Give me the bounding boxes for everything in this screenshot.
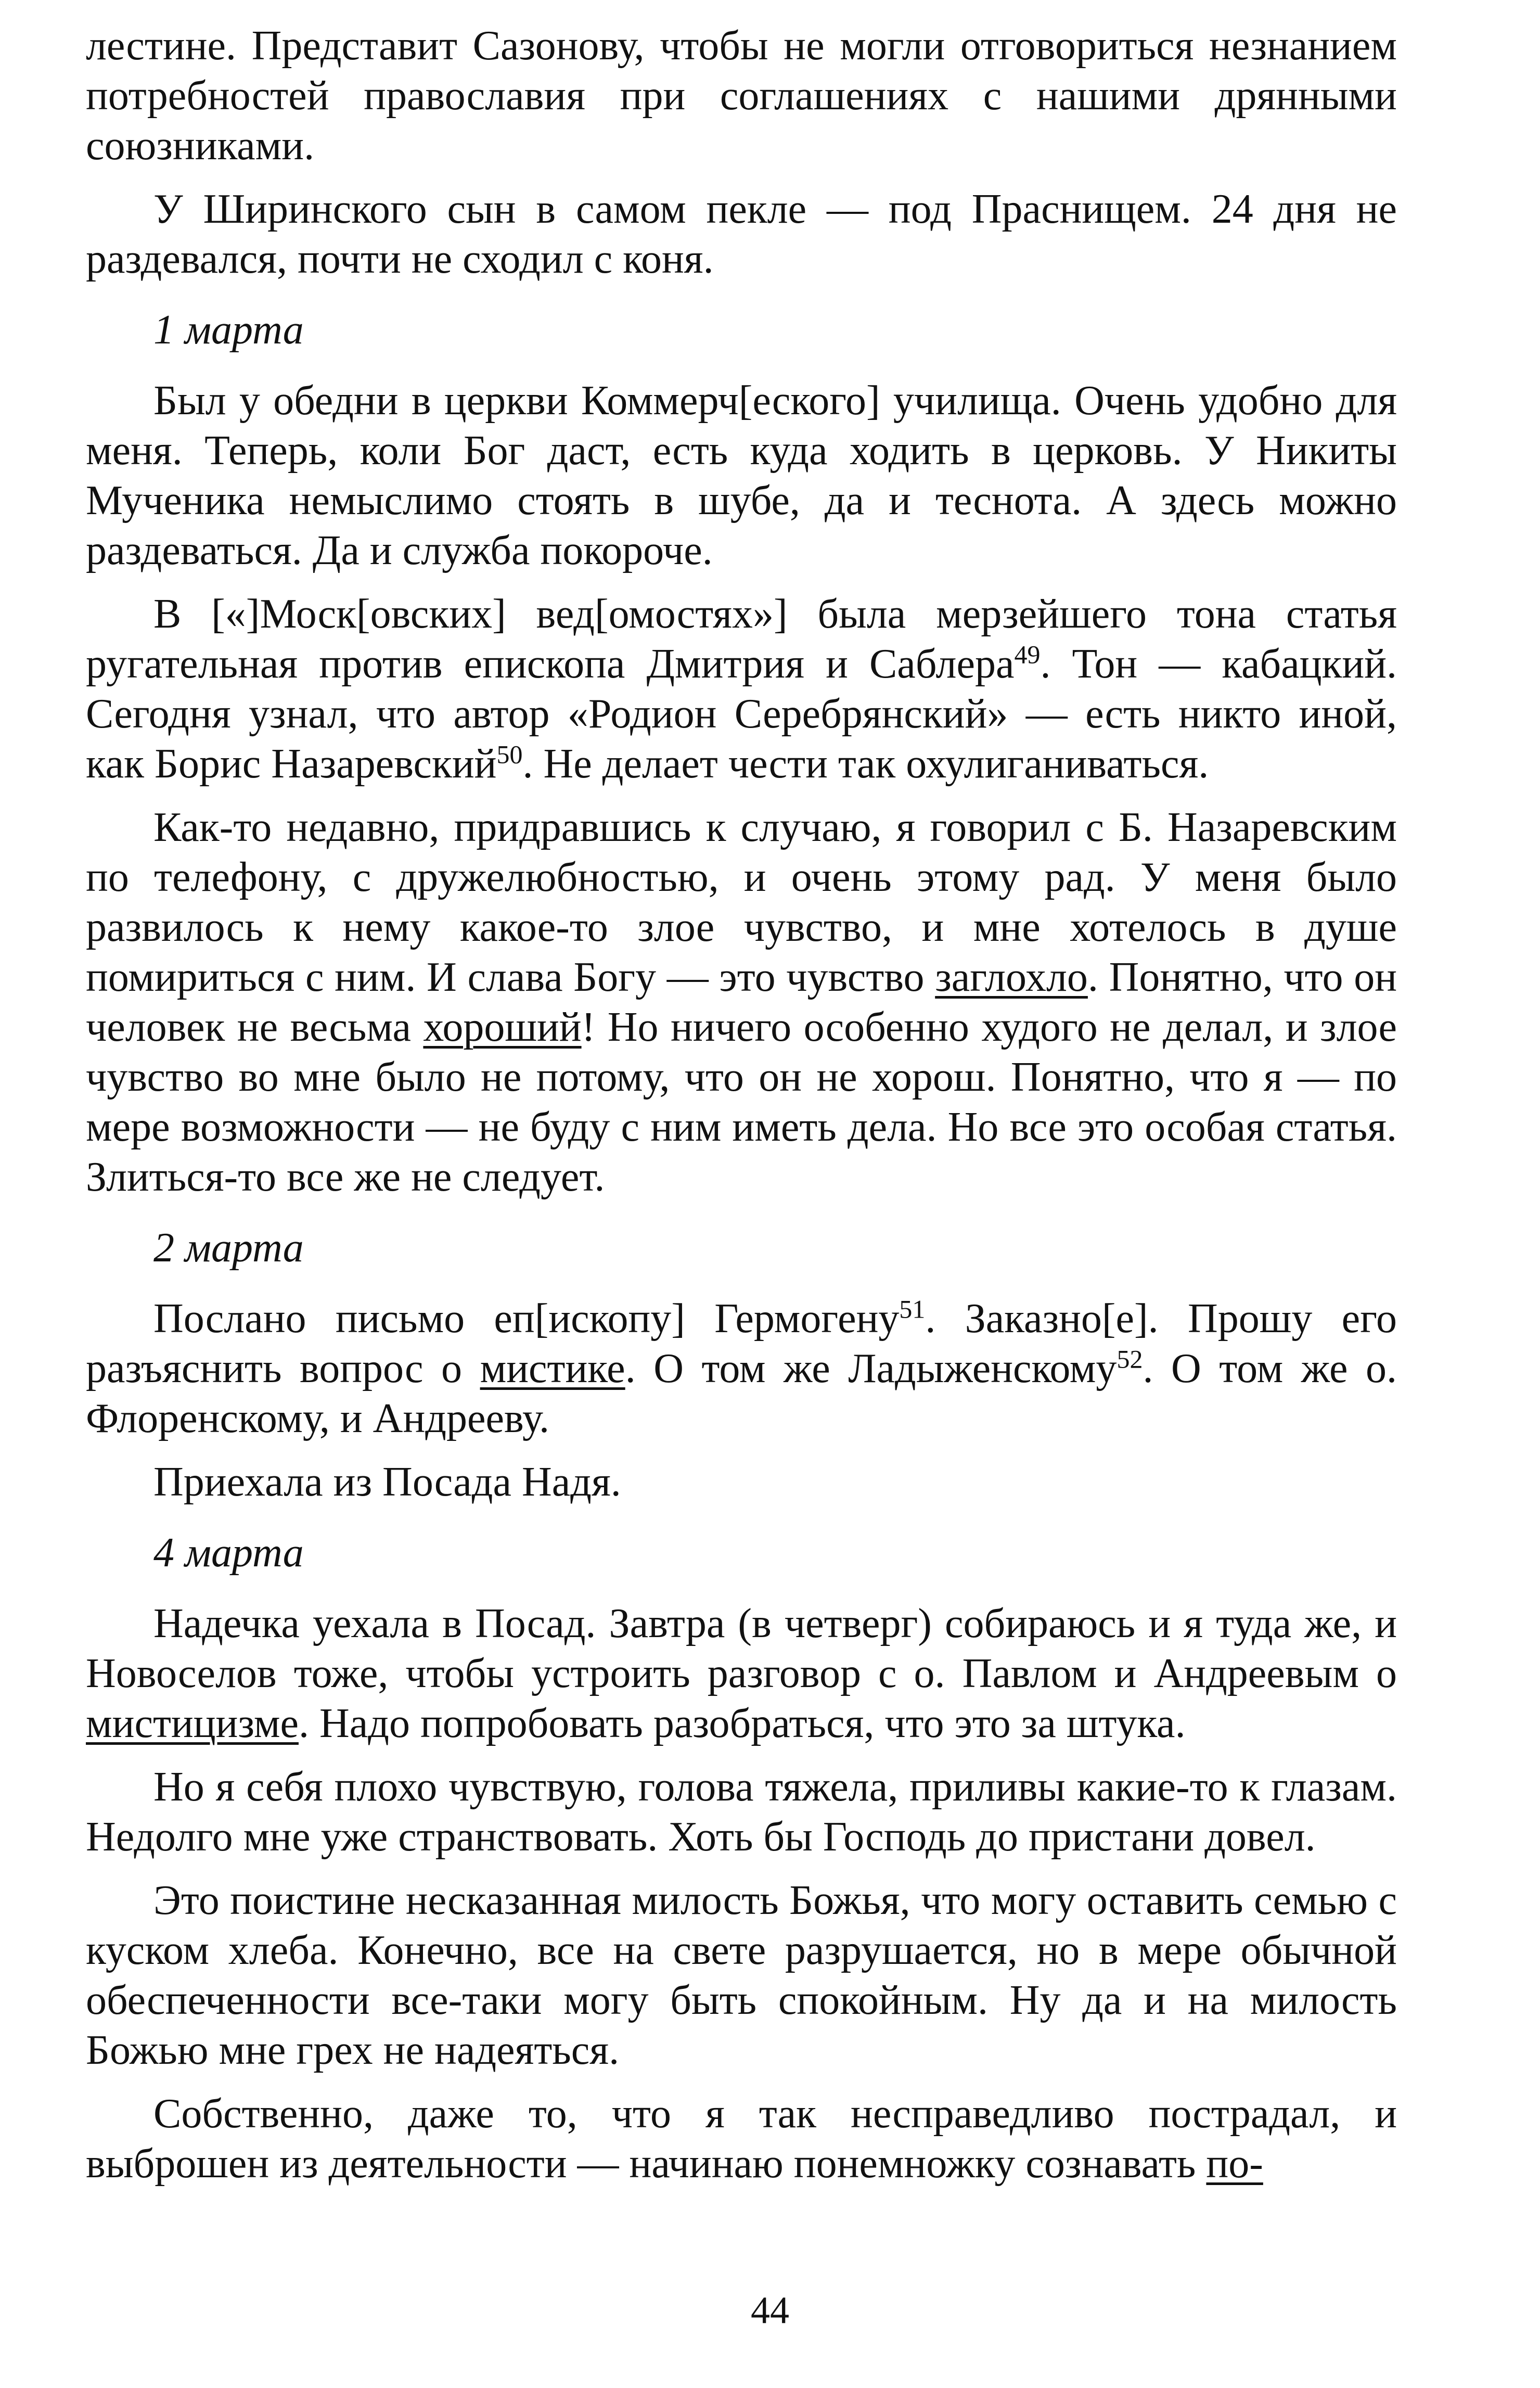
diary-date-heading: 4 марта [153,1530,304,1576]
footnote-marker: 52 [1116,1344,1143,1374]
text-run: . Заказно[е]. Прошу его разъяснить вопрос о [86,1296,1397,1391]
diary-date-heading: 2 марта [153,1225,304,1271]
text-run: ! Но ничего особенно худого не делал, и злое чувство во мне было не потому, что он не хорош. Понятно, что я — по мере возможности — не буду с ним иметь дела. Но все это особая статья. Злиться-то все же не следует. [86,1004,1397,1200]
text-run: Это поистине несказанная милость Божья, что могу оставить семью с куском хлеба. Конечно, все на свете разрушается, но в мере обычной обеспеченности все-таки могу быть спокойным. Ну да и на милость Божью мне грех не надеяться. [86,1878,1397,2073]
paragraph [86,802,1397,1202]
paragraph [86,1599,1397,1748]
paragraph [86,1457,1397,1507]
paragraph [86,1762,1397,1862]
text-run: . Надо попробовать разобраться, что это за штука. [298,1701,1186,1746]
underlined-word: хороший [423,1004,582,1050]
text-run: . Тон — кабацкий. Сегодня узнал, что автор «Родион Серебрянский» — есть никто иной, как Борис Назаревский [86,641,1397,787]
diary-date-heading: 1 марта [153,307,304,353]
text-run: . О том же Ладыженскому [625,1346,1117,1391]
text-run: Был у обедни в церкви Коммерч[еского] училища. Очень удобно для меня. Теперь, коли Бог даст, есть куда ходить в церковь. У Никиты Мученика немыслимо стоять в шубе, да и теснота. А здесь можно раздеваться. Да и служба покороче. [86,378,1397,573]
text-run: Приехала из Посада Надя. [153,1459,621,1505]
text-run: В [«]Моск[овских] вед[омостях»] была мерзейшего тона статья ругательная против епископа Дмитрия и Саблера [86,591,1397,687]
text-run: Собственно, даже то, что я так несправедливо пострадал, и выброшен из деятельности — начинаю понемножку сознавать [86,2091,1397,2187]
page-text [86,21,1397,2189]
underlined-word: заглохло [935,954,1088,1000]
text-run: У Ширинского сын в самом пекле — под Праснищем. 24 дня не раздевался, почти не сходил с коня. [86,186,1397,282]
text-run: . О том же о. Флоренскому, и Андрееву. [86,1346,1397,1441]
text-run: Как-то недавно, придравшись к случаю, я говорил с Б. Назаревским по телефону, с дружелюбностью, и очень этому рад. У меня было развилось к нему какое-то злое чувство, и мне хотелось в душе помириться с ним. И слава Богу — это чувство [86,804,1397,1000]
text-run: Но я себя плохо чувствую, голова тяжела, приливы какие-то к глазам. Недолго мне уже странствовать. Хоть бы Господь до пристани довел. [86,1764,1397,1860]
footnote-marker: 50 [496,739,523,769]
footnote-marker: 51 [899,1294,926,1324]
underlined-word: по- [1206,2141,1263,2187]
text-run: . Не делает чести так охулиганиваться. [522,741,1209,787]
paragraph [86,2089,1397,2189]
underlined-word: мистицизме [86,1701,299,1746]
paragraph [86,1875,1397,2075]
page-number: 44 [751,2289,789,2332]
paragraph [86,376,1397,576]
paragraph [86,184,1397,284]
text-run: . Понятно, что он человек не весьма [86,954,1397,1050]
paragraph [86,21,1397,171]
text-run: Послано письмо еп[ископу] Гермогену [153,1296,900,1342]
text-run: Надечка уехала в Посад. Завтра (в четверг) собираюсь и я туда же, и Новоселов тоже, чтобы устроить разговор с о. Павлом и Андреевым о [86,1601,1397,1696]
footnote-marker: 49 [1014,640,1041,669]
underlined-word: мистике [480,1346,625,1391]
text-run: лестине. Представит Сазонову, чтобы не могли отговориться незнанием потребностей православия при соглашениях с нашими дрянными союзниками. [86,23,1397,169]
paragraph [86,1294,1397,1444]
paragraph [86,589,1397,789]
